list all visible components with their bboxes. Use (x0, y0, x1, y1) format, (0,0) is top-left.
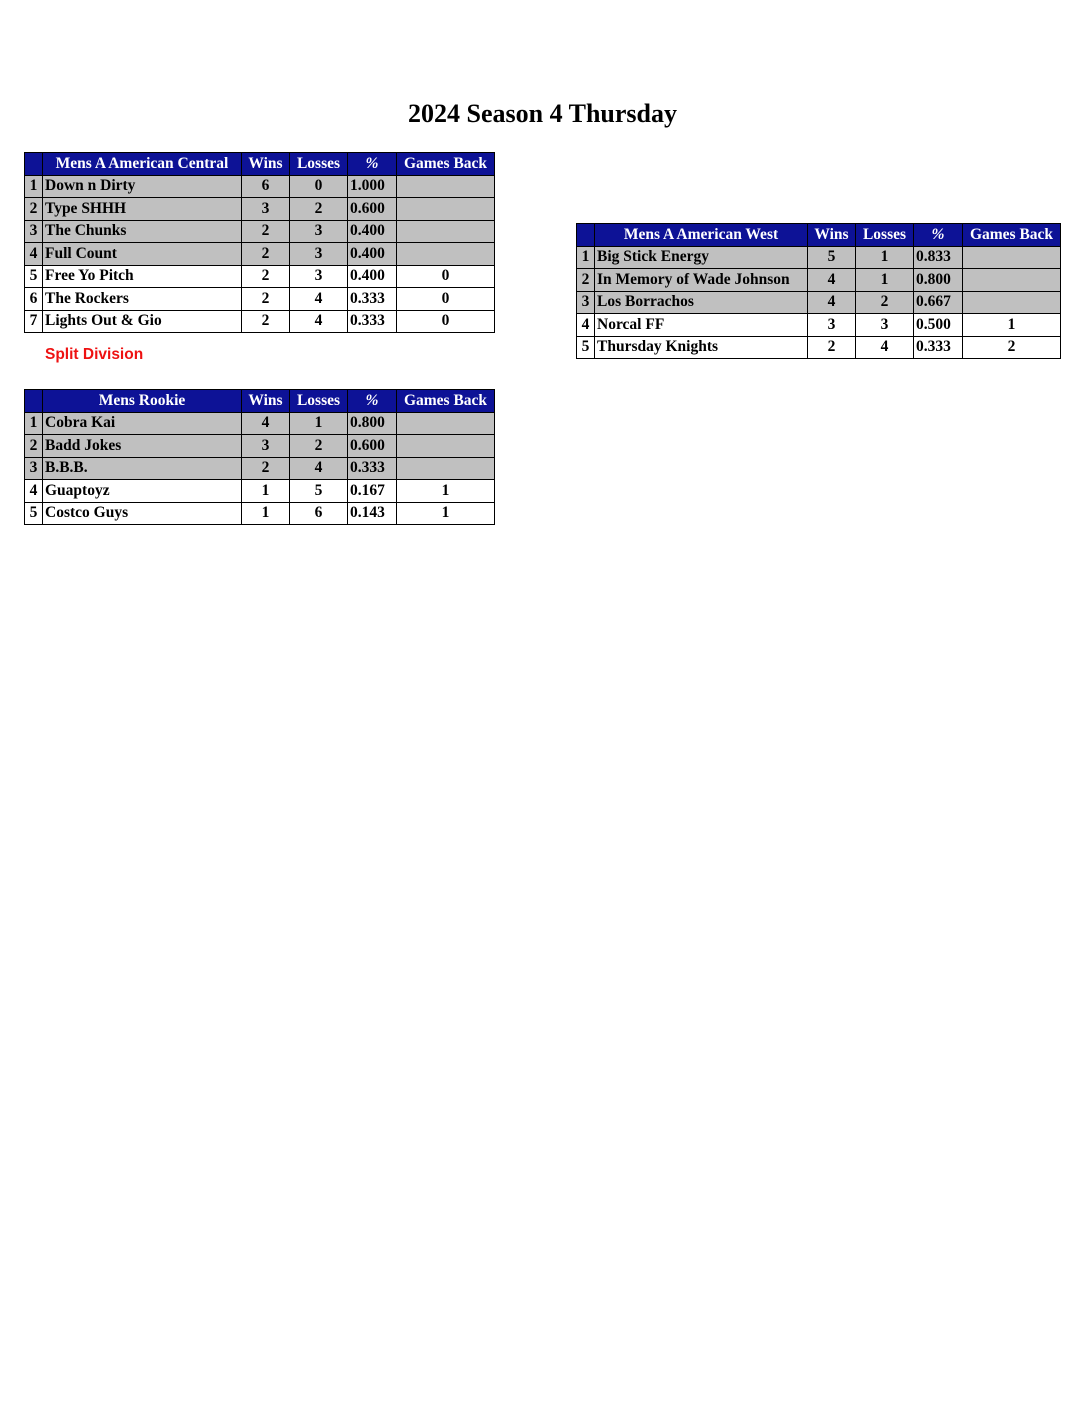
rank-cell: 5 (577, 336, 595, 359)
table-row (577, 314, 1061, 337)
team-name-cell: Type SHHH (43, 198, 242, 221)
losses-cell: 1 (290, 412, 348, 435)
standings-table-west (576, 223, 1061, 359)
games-back-cell (963, 269, 1061, 292)
percentage-cell: 0.333 (348, 457, 397, 480)
wins-cell: 2 (242, 310, 290, 333)
table-row (25, 412, 495, 435)
losses-cell: 5 (290, 480, 348, 503)
losses-header: Losses (856, 224, 914, 247)
team-name-cell: Costco Guys (43, 502, 242, 525)
wins-cell: 2 (242, 243, 290, 266)
team-name-cell: Guaptoyz (43, 480, 242, 503)
table-header-row (25, 390, 495, 413)
losses-cell: 1 (856, 269, 914, 292)
losses-cell: 4 (856, 336, 914, 359)
wins-cell: 3 (242, 198, 290, 221)
games-back-cell (397, 412, 495, 435)
team-name-cell: In Memory of Wade Johnson (595, 269, 808, 292)
table-header-row (577, 224, 1061, 247)
team-name-cell: Los Borrachos (595, 291, 808, 314)
losses-cell: 3 (856, 314, 914, 337)
team-name-cell: Free Yo Pitch (43, 265, 242, 288)
percentage-header: % (348, 153, 397, 176)
losses-cell: 3 (290, 243, 348, 266)
rank-cell: 3 (25, 220, 43, 243)
team-name-cell: Big Stick Energy (595, 246, 808, 269)
percentage-cell: 0.500 (914, 314, 963, 337)
percentage-header: % (348, 390, 397, 413)
percentage-cell: 0.333 (348, 310, 397, 333)
rank-cell: 2 (25, 198, 43, 221)
games-back-cell (397, 175, 495, 198)
wins-cell: 4 (808, 291, 856, 314)
page-title: 2024 Season 4 Thursday (408, 99, 677, 128)
table-row (25, 435, 495, 458)
wins-cell: 3 (242, 435, 290, 458)
table-row (25, 480, 495, 503)
table-row (25, 288, 495, 311)
table-row (577, 269, 1061, 292)
standings-table-rookie (24, 389, 495, 525)
games-back-cell (397, 220, 495, 243)
games-back-cell (397, 198, 495, 221)
wins-cell: 4 (242, 412, 290, 435)
rank-header (25, 390, 43, 413)
percentage-cell: 0.800 (348, 412, 397, 435)
wins-cell: 2 (242, 220, 290, 243)
team-name-cell: Cobra Kai (43, 412, 242, 435)
losses-cell: 6 (290, 502, 348, 525)
rank-cell: 6 (25, 288, 43, 311)
percentage-cell: 0.600 (348, 198, 397, 221)
rank-cell: 1 (25, 175, 43, 198)
rank-header (577, 224, 595, 247)
percentage-cell: 0.400 (348, 243, 397, 266)
percentage-cell: 0.333 (914, 336, 963, 359)
wins-header: Wins (242, 153, 290, 176)
percentage-cell: 0.400 (348, 220, 397, 243)
table-row (25, 310, 495, 333)
rank-cell: 1 (25, 412, 43, 435)
games-back-cell (397, 435, 495, 458)
losses-cell: 3 (290, 220, 348, 243)
team-name-cell: Norcal FF (595, 314, 808, 337)
wins-cell: 1 (242, 502, 290, 525)
games-back-header: Games Back (397, 153, 495, 176)
games-back-cell: 0 (397, 310, 495, 333)
games-back-cell (397, 243, 495, 266)
table-row (25, 457, 495, 480)
percentage-cell: 0.400 (348, 265, 397, 288)
rank-cell: 3 (25, 457, 43, 480)
table-row (25, 502, 495, 525)
table-row (25, 243, 495, 266)
team-name-cell: Lights Out & Gio (43, 310, 242, 333)
percentage-cell: 0.143 (348, 502, 397, 525)
losses-cell: 0 (290, 175, 348, 198)
rank-cell: 3 (577, 291, 595, 314)
games-back-cell: 1 (963, 314, 1061, 337)
percentage-cell: 0.833 (914, 246, 963, 269)
rank-header (25, 153, 43, 176)
wins-cell: 2 (242, 457, 290, 480)
table-row (25, 220, 495, 243)
team-name-cell: Badd Jokes (43, 435, 242, 458)
split-division-note: Split Division (45, 346, 144, 363)
losses-cell: 2 (856, 291, 914, 314)
losses-header: Losses (290, 153, 348, 176)
rank-cell: 4 (25, 480, 43, 503)
team-name-cell: The Rockers (43, 288, 242, 311)
percentage-header: % (914, 224, 963, 247)
percentage-cell: 0.800 (914, 269, 963, 292)
table-row (25, 198, 495, 221)
wins-cell: 2 (808, 336, 856, 359)
games-back-cell: 1 (397, 480, 495, 503)
losses-cell: 2 (290, 198, 348, 221)
games-back-cell: 0 (397, 265, 495, 288)
games-back-header: Games Back (397, 390, 495, 413)
games-back-cell: 0 (397, 288, 495, 311)
games-back-cell (963, 246, 1061, 269)
rank-cell: 7 (25, 310, 43, 333)
table-row (577, 291, 1061, 314)
games-back-header: Games Back (963, 224, 1061, 247)
losses-cell: 4 (290, 457, 348, 480)
table-row (25, 175, 495, 198)
percentage-cell: 1.000 (348, 175, 397, 198)
losses-cell: 4 (290, 288, 348, 311)
wins-cell: 1 (242, 480, 290, 503)
team-name-cell: Full Count (43, 243, 242, 266)
percentage-cell: 0.667 (914, 291, 963, 314)
rank-cell: 1 (577, 246, 595, 269)
wins-cell: 5 (808, 246, 856, 269)
losses-cell: 4 (290, 310, 348, 333)
games-back-cell (397, 457, 495, 480)
wins-header: Wins (242, 390, 290, 413)
percentage-cell: 0.167 (348, 480, 397, 503)
losses-cell: 3 (290, 265, 348, 288)
percentage-cell: 0.600 (348, 435, 397, 458)
wins-cell: 2 (242, 265, 290, 288)
games-back-cell: 1 (397, 502, 495, 525)
losses-header: Losses (290, 390, 348, 413)
percentage-cell: 0.333 (348, 288, 397, 311)
division-name-header: Mens A American Central (43, 153, 242, 176)
rank-cell: 2 (25, 435, 43, 458)
rank-cell: 4 (25, 243, 43, 266)
team-name-cell: The Chunks (43, 220, 242, 243)
table-header-row (25, 153, 495, 176)
table-row (577, 246, 1061, 269)
wins-cell: 3 (808, 314, 856, 337)
losses-cell: 1 (856, 246, 914, 269)
rank-cell: 4 (577, 314, 595, 337)
rank-cell: 5 (25, 502, 43, 525)
wins-header: Wins (808, 224, 856, 247)
wins-cell: 2 (242, 288, 290, 311)
rank-cell: 5 (25, 265, 43, 288)
games-back-cell (963, 291, 1061, 314)
team-name-cell: Down n Dirty (43, 175, 242, 198)
division-name-header: Mens Rookie (43, 390, 242, 413)
losses-cell: 2 (290, 435, 348, 458)
division-name-header: Mens A American West (595, 224, 808, 247)
wins-cell: 4 (808, 269, 856, 292)
table-row (25, 265, 495, 288)
table-row (577, 336, 1061, 359)
rank-cell: 2 (577, 269, 595, 292)
standings-table-central (24, 152, 495, 333)
team-name-cell: B.B.B. (43, 457, 242, 480)
wins-cell: 6 (242, 175, 290, 198)
team-name-cell: Thursday Knights (595, 336, 808, 359)
games-back-cell: 2 (963, 336, 1061, 359)
